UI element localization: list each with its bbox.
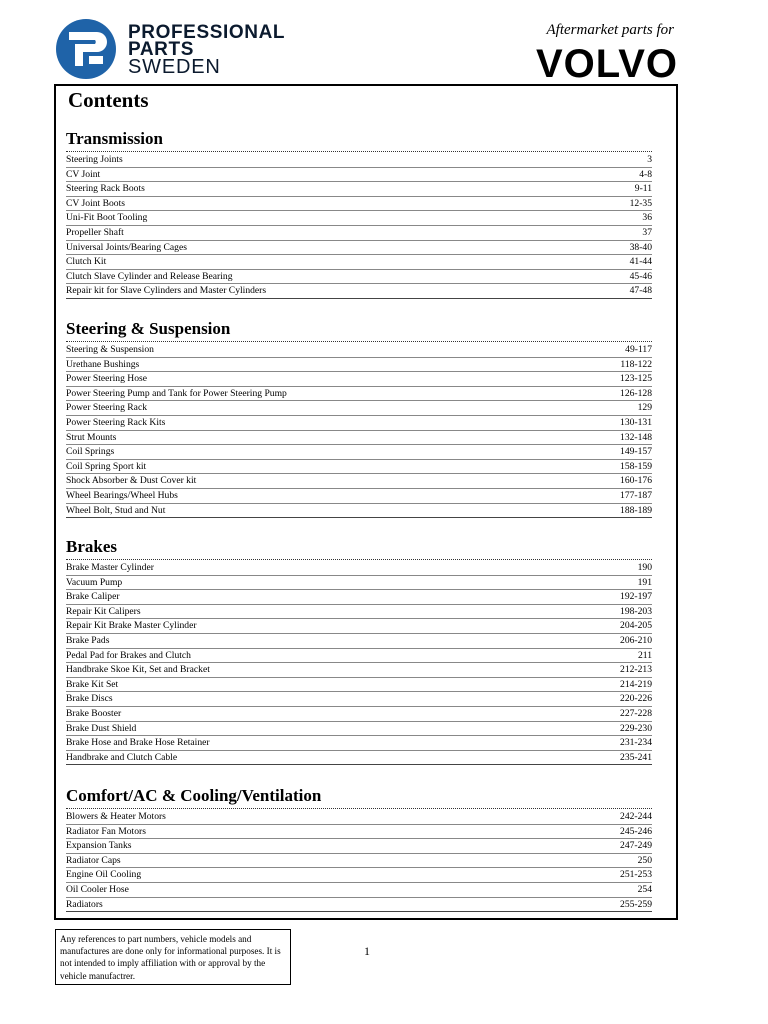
row-label: Repair Kit Brake Master Cylinder xyxy=(66,620,197,632)
row-label: Power Steering Rack xyxy=(66,402,147,414)
section-brakes xyxy=(66,536,652,765)
row-label: Repair Kit Calipers xyxy=(66,605,141,617)
contents-row xyxy=(66,707,652,722)
row-pages: 190 xyxy=(637,562,652,573)
row-label: Power Steering Hose xyxy=(66,373,147,385)
row-pages: 247-249 xyxy=(620,840,652,852)
contents-row xyxy=(66,810,652,825)
contents-row xyxy=(66,736,652,751)
row-pages: 4-8 xyxy=(639,168,652,180)
row-pages: 220-226 xyxy=(620,693,652,705)
logo-line-professional: PROFESSIONAL xyxy=(128,22,286,43)
page-number: 1 xyxy=(364,944,370,958)
row-pages: 192-197 xyxy=(620,591,652,603)
row-label: Repair kit for Slave Cylinders and Master Cylinders xyxy=(66,285,267,297)
section-divider xyxy=(66,558,652,560)
row-pages: 191 xyxy=(637,576,652,588)
row-label: Oil Cooler Hose xyxy=(66,883,129,895)
row-label: Power Steering Rack Kits xyxy=(66,416,166,428)
contents-row xyxy=(66,284,652,299)
company-logo xyxy=(55,18,355,80)
row-pages: 123-125 xyxy=(620,373,652,385)
row-label: Brake Hose and Brake Hose Retainer xyxy=(66,737,210,749)
row-pages: 242-244 xyxy=(620,811,652,822)
brand-name: VOLVO xyxy=(535,42,678,86)
row-pages: 204-205 xyxy=(620,620,652,632)
row-label: Power Steering Pump and Tank for Power Steering Pump xyxy=(66,387,287,399)
logo-line-sweden: SWEDEN xyxy=(128,56,221,78)
section-title: Brakes xyxy=(66,537,117,556)
row-label: Steering & Suspension xyxy=(66,344,154,355)
section-transmission xyxy=(66,128,652,299)
row-pages: 206-210 xyxy=(620,634,652,646)
contents-row xyxy=(66,358,652,373)
section-title: Transmission xyxy=(66,129,163,148)
contents-row xyxy=(66,387,652,402)
contents-row xyxy=(66,825,652,840)
row-label: Propeller Shaft xyxy=(66,226,124,238)
row-pages: 177-187 xyxy=(620,489,652,501)
contents-row xyxy=(66,343,652,358)
row-pages: 41-44 xyxy=(629,256,652,268)
contents-row xyxy=(66,211,652,226)
contents-row xyxy=(66,241,652,256)
row-pages: 9-11 xyxy=(634,183,652,195)
row-label: Radiators xyxy=(66,898,103,910)
row-label: Steering Rack Boots xyxy=(66,183,145,195)
contents-row xyxy=(66,619,652,634)
row-pages: 251-253 xyxy=(620,869,652,881)
row-pages: 129 xyxy=(637,402,652,414)
row-pages: 235-241 xyxy=(620,751,652,763)
contents-row xyxy=(66,504,652,519)
contents-row xyxy=(66,561,652,576)
row-label: Coil Springs xyxy=(66,446,115,458)
row-label: Pedal Pad for Brakes and Clutch xyxy=(66,649,191,661)
contents-row xyxy=(66,401,652,416)
row-label: Brake Dust Shield xyxy=(66,722,137,734)
contents-row xyxy=(66,883,652,898)
row-pages: 229-230 xyxy=(620,722,652,734)
contents-row xyxy=(66,168,652,183)
contents-title: Contents xyxy=(68,88,149,112)
row-label: Strut Mounts xyxy=(66,431,117,443)
row-pages: 36 xyxy=(642,212,652,224)
row-pages: 12-35 xyxy=(629,197,652,209)
contents-row xyxy=(66,605,652,620)
row-pages: 255-259 xyxy=(620,898,652,910)
row-pages: 212-213 xyxy=(620,664,652,676)
row-pages: 45-46 xyxy=(629,270,652,282)
contents-row xyxy=(66,416,652,431)
contents-row xyxy=(66,634,652,649)
row-label: Brake Caliper xyxy=(66,591,120,603)
row-label: Urethane Bushings xyxy=(66,358,140,370)
row-label: Handbrake Skoe Kit, Set and Bracket xyxy=(66,664,210,676)
row-pages: 47-48 xyxy=(629,285,652,297)
row-label: Vacuum Pump xyxy=(66,576,123,588)
logo-wordmark xyxy=(128,24,285,76)
contents-row xyxy=(66,649,652,664)
row-pages: 49-117 xyxy=(625,344,652,355)
row-pages: 214-219 xyxy=(620,678,652,690)
contents-frame xyxy=(54,84,678,920)
row-label: Clutch Slave Cylinder and Release Bearing xyxy=(66,270,233,282)
row-pages: 227-228 xyxy=(620,707,652,719)
row-pages: 160-176 xyxy=(620,475,652,487)
row-label: Brake Booster xyxy=(66,707,122,719)
row-pages: 231-234 xyxy=(620,737,652,749)
row-label: Brake Kit Set xyxy=(66,678,119,690)
row-label: Brake Master Cylinder xyxy=(66,562,154,573)
row-label: Brake Discs xyxy=(66,693,113,705)
contents-row xyxy=(66,474,652,489)
row-pages: 37 xyxy=(642,226,652,238)
section-title: Steering & Suspension xyxy=(66,319,231,338)
row-label: Brake Pads xyxy=(66,634,110,646)
contents-row xyxy=(66,460,652,475)
section-comfort-cooling xyxy=(66,785,652,912)
row-label: Clutch Kit xyxy=(66,256,107,268)
row-label: Uni-Fit Boot Tooling xyxy=(66,212,148,224)
row-label: Radiator Fan Motors xyxy=(66,825,146,837)
row-pages: 158-159 xyxy=(620,460,652,472)
logo-mark-icon xyxy=(55,18,117,80)
contents-row xyxy=(66,182,652,197)
disclaimer-box: Any references to part numbers, vehicle models and manufactures are done only for informational purposes. It is not intended to imply affiliation with or approval by the vehicle manufactrer. xyxy=(55,929,291,985)
contents-row xyxy=(66,751,652,766)
row-pages: 250 xyxy=(637,854,652,866)
logo-line-parts: PARTS xyxy=(128,39,194,60)
contents-row xyxy=(66,489,652,504)
row-pages: 245-246 xyxy=(620,825,652,837)
row-pages: 188-189 xyxy=(620,504,652,516)
contents-row xyxy=(66,854,652,869)
row-pages: 118-122 xyxy=(620,358,652,370)
row-label: Universal Joints/Bearing Cages xyxy=(66,241,187,253)
contents-row xyxy=(66,590,652,605)
contents-row xyxy=(66,226,652,241)
row-pages: 254 xyxy=(637,883,652,895)
row-label: Coil Spring Sport kit xyxy=(66,460,147,472)
contents-row xyxy=(66,431,652,446)
row-label: Shock Absorber & Dust Cover kit xyxy=(66,475,197,487)
row-label: Wheel Bearings/Wheel Hubs xyxy=(66,489,178,501)
row-label: CV Joint Boots xyxy=(66,197,126,209)
contents-row xyxy=(66,270,652,285)
row-pages: 3 xyxy=(647,154,652,165)
contents-row xyxy=(66,868,652,883)
contents-row xyxy=(66,372,652,387)
section-divider xyxy=(66,340,652,342)
contents-row xyxy=(66,576,652,591)
row-pages: 130-131 xyxy=(620,416,652,428)
section-divider xyxy=(66,807,652,809)
row-label: Blowers & Heater Motors xyxy=(66,811,166,822)
contents-row xyxy=(66,445,652,460)
row-label: Radiator Caps xyxy=(66,854,121,866)
section-divider xyxy=(66,150,652,152)
contents-row xyxy=(66,255,652,270)
row-pages: 149-157 xyxy=(620,446,652,458)
contents-row xyxy=(66,663,652,678)
contents-row xyxy=(66,197,652,212)
row-pages: 211 xyxy=(637,649,652,661)
row-pages: 126-128 xyxy=(620,387,652,399)
section-title: Comfort/AC & Cooling/Ventilation xyxy=(66,786,322,805)
contents-row xyxy=(66,722,652,737)
row-pages: 198-203 xyxy=(620,605,652,617)
row-label: Steering Joints xyxy=(66,154,123,165)
row-label: Expansion Tanks xyxy=(66,840,132,852)
contents-row xyxy=(66,692,652,707)
contents-row xyxy=(66,678,652,693)
row-label: Wheel Bolt, Stud and Nut xyxy=(66,504,166,516)
row-pages: 132-148 xyxy=(620,431,652,443)
row-label: Engine Oil Cooling xyxy=(66,869,142,881)
contents-row xyxy=(66,153,652,168)
row-label: CV Joint xyxy=(66,168,101,180)
section-steering-suspension xyxy=(66,318,652,518)
row-label: Handbrake and Clutch Cable xyxy=(66,751,178,763)
tagline: Aftermarket parts for xyxy=(546,22,674,38)
contents-row xyxy=(66,839,652,854)
row-pages: 38-40 xyxy=(629,241,652,253)
contents-row xyxy=(66,898,652,913)
